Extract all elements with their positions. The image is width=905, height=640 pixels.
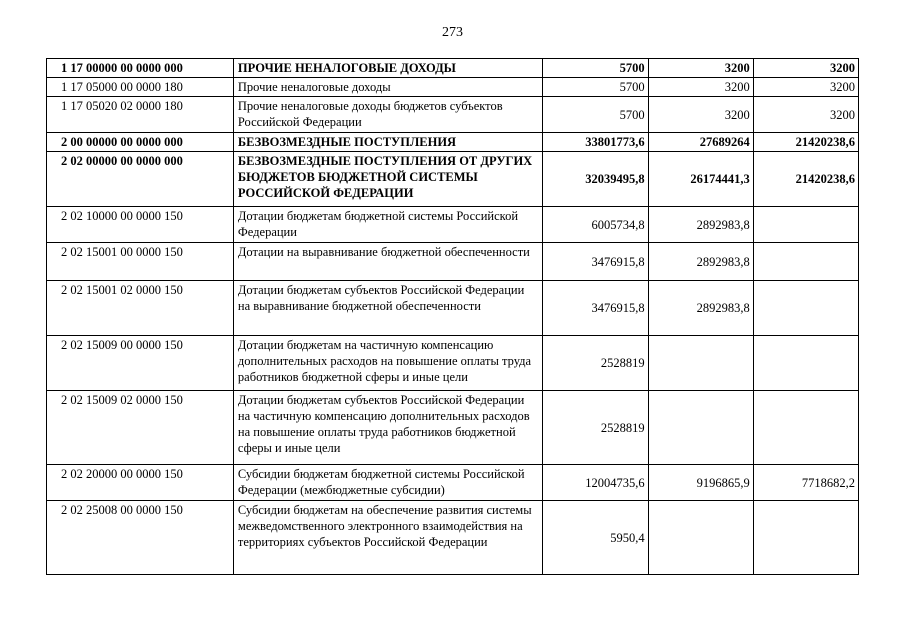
budget-code: 2 02 10000 00 0000 150 xyxy=(47,207,234,243)
table-row xyxy=(47,97,859,133)
amount-col-3 xyxy=(753,281,858,336)
table-row xyxy=(47,281,859,336)
amount-col-2: 2892983,8 xyxy=(648,281,753,336)
revenue-name: Прочие неналоговые доходы xyxy=(233,78,542,97)
amount-col-2: 2892983,8 xyxy=(648,243,753,281)
amount-col-3: 3200 xyxy=(753,78,858,97)
budget-code: 2 02 15009 02 0000 150 xyxy=(47,391,234,465)
budget-code: 2 00 00000 00 0000 000 xyxy=(47,133,234,152)
table-row xyxy=(47,207,859,243)
amount-col-1: 5700 xyxy=(543,97,648,133)
revenue-name: Дотации бюджетам субъектов Российской Федерации на выравнивание бюджетной обеспеченности xyxy=(233,281,542,336)
amount-col-2: 3200 xyxy=(648,78,753,97)
amount-col-1: 2528819 xyxy=(543,336,648,391)
amount-col-1: 12004735,6 xyxy=(543,465,648,501)
budget-code: 2 02 25008 00 0000 150 xyxy=(47,501,234,575)
revenue-name: Дотации бюджетам на частичную компенсацию дополнительных расходов на повышение оплаты труда работников бюджетной сферы и иные цели xyxy=(233,336,542,391)
amount-col-3 xyxy=(753,336,858,391)
revenue-name: БЕЗВОЗМЕЗДНЫЕ ПОСТУПЛЕНИЯ ОТ ДРУГИХ БЮДЖЕТОВ БЮДЖЕТНОЙ СИСТЕМЫ РОССИЙСКОЙ ФЕДЕРАЦИИ xyxy=(233,152,542,207)
amount-col-1: 32039495,8 xyxy=(543,152,648,207)
revenue-name: Дотации на выравнивание бюджетной обеспеченности xyxy=(233,243,542,281)
table-row xyxy=(47,152,859,207)
amount-col-1: 3476915,8 xyxy=(543,281,648,336)
amount-col-2: 26174441,3 xyxy=(648,152,753,207)
amount-col-3: 21420238,6 xyxy=(753,152,858,207)
budget-code: 1 17 00000 00 0000 000 xyxy=(47,59,234,78)
amount-col-3 xyxy=(753,391,858,465)
amount-col-2: 27689264 xyxy=(648,133,753,152)
table-row xyxy=(47,133,859,152)
amount-col-1: 33801773,6 xyxy=(543,133,648,152)
amount-col-1: 6005734,8 xyxy=(543,207,648,243)
amount-col-2: 9196865,9 xyxy=(648,465,753,501)
amount-col-2: 3200 xyxy=(648,59,753,78)
budget-code: 1 17 05020 02 0000 180 xyxy=(47,97,234,133)
revenue-name: Субсидии бюджетам на обеспечение развития системы межведомственного электронного взаимодействия на территориях субъектов Российской Федерации xyxy=(233,501,542,575)
amount-col-3: 3200 xyxy=(753,97,858,133)
amount-col-2 xyxy=(648,336,753,391)
budget-code: 2 02 00000 00 0000 000 xyxy=(47,152,234,207)
revenue-name: БЕЗВОЗМЕЗДНЫЕ ПОСТУПЛЕНИЯ xyxy=(233,133,542,152)
budget-code: 1 17 05000 00 0000 180 xyxy=(47,78,234,97)
revenue-name: Дотации бюджетам бюджетной системы Российской Федерации xyxy=(233,207,542,243)
table-row xyxy=(47,391,859,465)
amount-col-3: 21420238,6 xyxy=(753,133,858,152)
revenue-name: Дотации бюджетам субъектов Российской Федерации на частичную компенсацию дополнительных расходов на повышение оплаты труда работников бюджетной сферы и иные цели xyxy=(233,391,542,465)
amount-col-2 xyxy=(648,391,753,465)
amount-col-2: 2892983,8 xyxy=(648,207,753,243)
amount-col-3 xyxy=(753,243,858,281)
amount-col-2 xyxy=(648,501,753,575)
amount-col-2: 3200 xyxy=(648,97,753,133)
amount-col-3 xyxy=(753,207,858,243)
amount-col-1: 3476915,8 xyxy=(543,243,648,281)
table-row xyxy=(47,78,859,97)
revenue-name: Субсидии бюджетам бюджетной системы Российской Федерации (межбюджетные субсидии) xyxy=(233,465,542,501)
amount-col-1: 5700 xyxy=(543,59,648,78)
table-row xyxy=(47,336,859,391)
amount-col-1: 2528819 xyxy=(543,391,648,465)
page-number: 273 xyxy=(442,25,463,40)
table-row xyxy=(47,501,859,575)
revenue-name: ПРОЧИЕ НЕНАЛОГОВЫЕ ДОХОДЫ xyxy=(233,59,542,78)
budget-code: 2 02 15001 02 0000 150 xyxy=(47,281,234,336)
budget-code: 2 02 20000 00 0000 150 xyxy=(47,465,234,501)
budget-revenue-table xyxy=(46,58,859,575)
revenue-name: Прочие неналоговые доходы бюджетов субъектов Российской Федерации xyxy=(233,97,542,133)
table-row xyxy=(47,465,859,501)
budget-code: 2 02 15001 00 0000 150 xyxy=(47,243,234,281)
amount-col-1: 5950,4 xyxy=(543,501,648,575)
amount-col-3: 7718682,2 xyxy=(753,465,858,501)
amount-col-1: 5700 xyxy=(543,78,648,97)
budget-code: 2 02 15009 00 0000 150 xyxy=(47,336,234,391)
amount-col-3 xyxy=(753,501,858,575)
table-row xyxy=(47,243,859,281)
table-row xyxy=(47,59,859,78)
amount-col-3: 3200 xyxy=(753,59,858,78)
